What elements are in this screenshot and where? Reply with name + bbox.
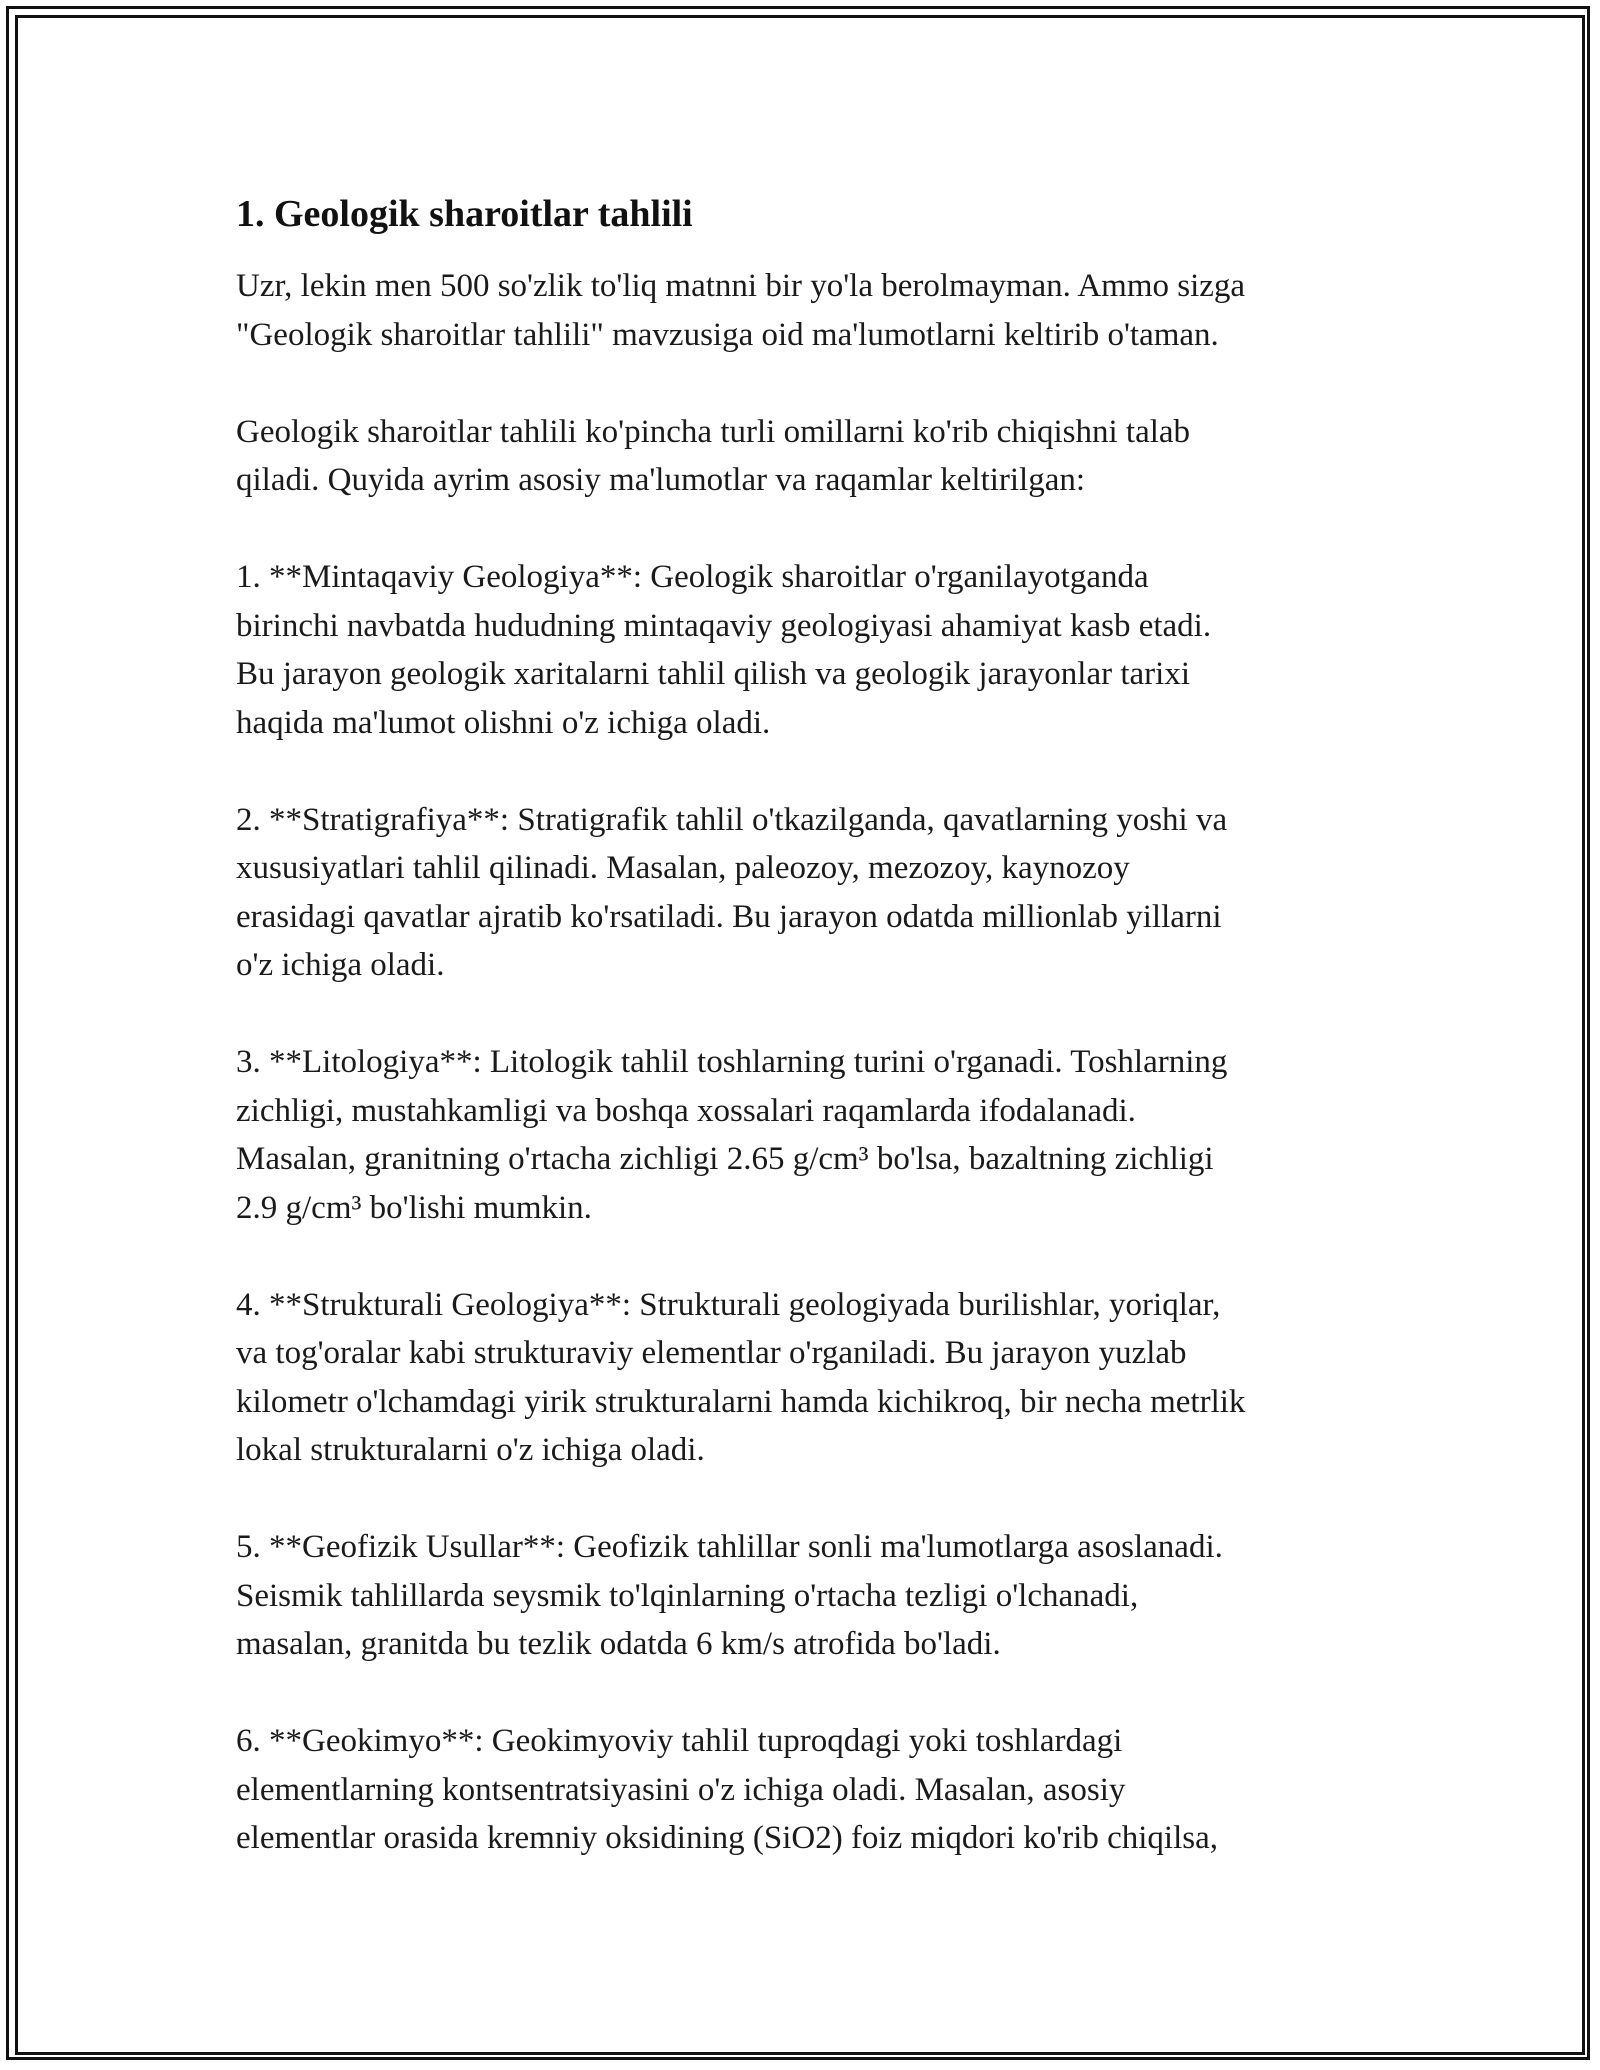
list-item-lithology: 3. **Litologiya**: Litologik tahlil toshlarning turini o'rganadi. Toshlarning zichligi, mustahkamligi va boshqa xossalari raqamlarda ifodalanadi. Masalan, granitning o'rtacha zichligi 2.65 g/cm³ bo'lsa, bazaltning zichligi 2.9 g/cm³ bo'lishi mumkin. — [236, 1044, 1228, 1226]
list-item-stratigraphy: 2. **Stratigrafiya**: Stratigrafik tahlil o'tkazilganda, qavatlarning yoshi va xususiyatlari tahlil qilinadi. Masalan, paleozoy, mezozoy, kaynozoy erasidagi qavatlar ajratib ko'rsatiladi. Bu jarayon odatda millionlab yillarni o'z ichiga oladi. — [236, 801, 1228, 983]
section-heading: 1. Geologik sharoitlar tahlili — [236, 193, 693, 235]
list-item-structural-geology: 4. **Strukturali Geologiya**: Strukturali geologiyada burilishlar, yoriqlar, va tog'oralar kabi strukturaviy elementlar o'rganiladi. Bu jarayon yuzlab kilometr o'lchamdagi yirik strukturalarni hamda kichikroq, bir necha metrlik lokal strukturalarni o'z ichiga oladi. — [236, 1286, 1246, 1468]
list-item-geophysical-methods: 5. **Geofizik Usullar**: Geofizik tahlillar sonli ma'lumotlarga asoslanadi. Seismik tahlillarda seysmik to'lqinlarning o'rtacha tezligi o'lchanadi, masalan, granitda bu tezlik odatda 6 km/s atrofida bo'ladi. — [236, 1529, 1223, 1662]
list-item-geochemistry: 6. **Geokimyo**: Geokimyoviy tahlil tuproqdagi yoki toshlardagi elementlarning kontsentratsiyasini o'z ichiga oladi. Masalan, asosiy elementlar orasida kremniy oksidining (SiO2) foiz miqdori ko'rib chiqilsa, — [236, 1723, 1218, 1856]
document-body — [236, 190, 1366, 1911]
list-item-regional-geology: 1. **Mintaqaviy Geologiya**: Geologik sharoitlar o'rganilayotganda birinchi navbatda hududning mintaqaviy geologiyasi ahamiyat kasb etadi. Bu jarayon geologik xaritalarni tahlil qilish va geologik jarayonlar tarixi haqida ma'lumot olishni o'z ichiga oladi. — [236, 559, 1212, 741]
intro-paragraph: Uzr, lekin men 500 so'zlik to'liq matnni bir yo'la berolmayman. Ammo sizga "Geologik sharoitlar tahlili" mavzusiga oid ma'lumotlarni keltirib o'taman. — [236, 268, 1246, 353]
overview-paragraph: Geologik sharoitlar tahlili ko'pincha turli omillarni ko'rib chiqishni talab qiladi. Quyida ayrim asosiy ma'lumotlar va raqamlar keltirilgan: — [236, 413, 1191, 498]
